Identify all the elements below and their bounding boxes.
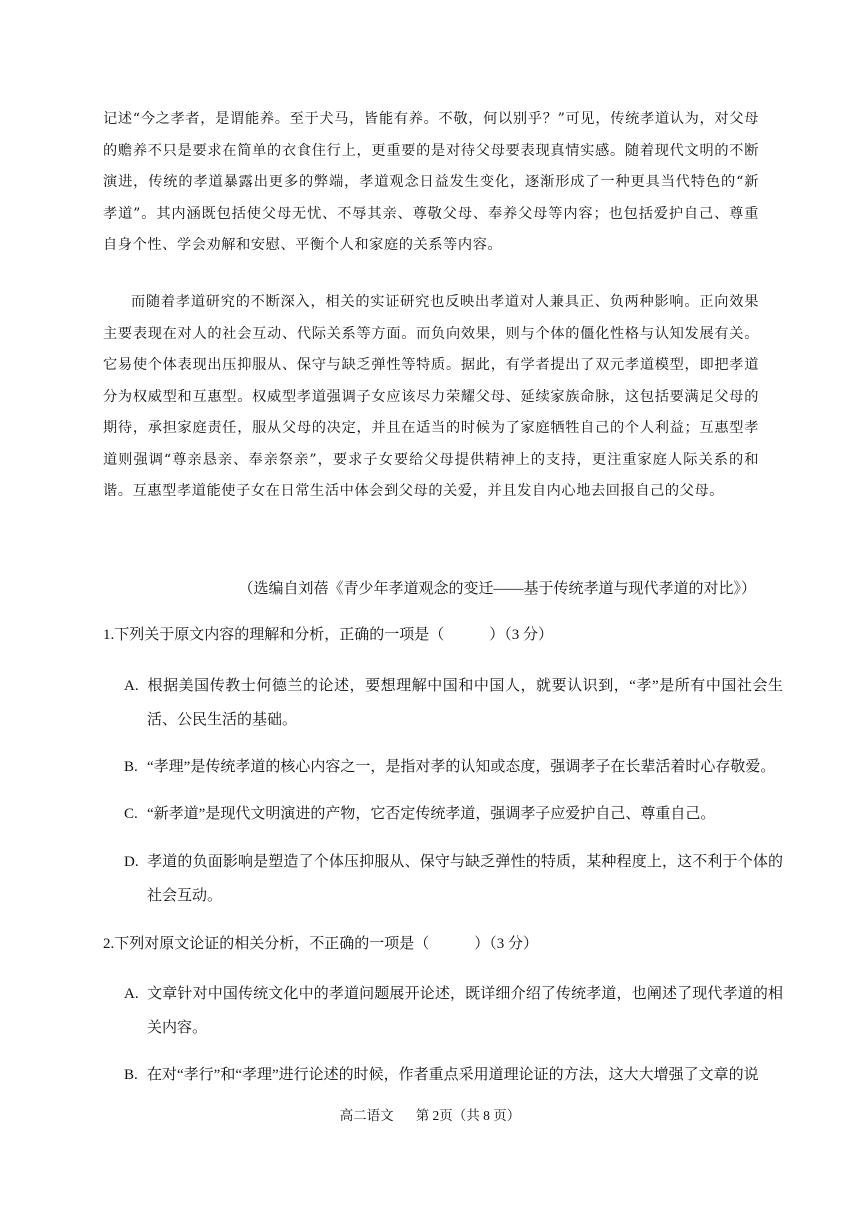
option-letter: A. [124,678,139,694]
option-text: 在对“孝行”和“孝理”进行论述的时候，作者重点采用道理论证的方法，这大大增强了文章的说 [147,1067,759,1083]
option-text: “孝理”是传统孝道的核心内容之一，是指对孝的认知或态度，强调孝子在长辈活着时心存敬爱。 [147,759,776,775]
option-letter: D. [124,854,139,870]
option-letter: C. [124,806,138,822]
question-1-option-a [124,669,783,737]
question-1-option-d [124,845,783,913]
question-1-option-c [124,797,783,831]
question-1-option-b [124,750,783,784]
question-2-stem: 2.下列对原文论证的相关分析，不正确的一项是（ ）（3 分） [103,936,539,952]
option-text: “新孝道”是现代文明演进的产物，它否定传统孝道，强调孝子应爱护自己、尊重自己。 [147,806,716,822]
passage-source: （选编自刘蓓《青少年孝道观念的变迁——基于传统孝道与现代孝道的对比》） [238,581,756,597]
option-letter: B. [124,1067,138,1083]
page-footer [0,1104,860,1124]
option-text: 根据美国传教士何德兰的论述，要想理解中国和中国人，就要认识到，“孝”是所有中国社会生活、公民生活的基础。 [147,678,783,728]
option-text: 孝道的负面影响是塑造了个体压抑服从、保守与缺乏弹性的特质，某种程度上，这不利于个体的社会互动。 [147,854,783,904]
question-2-option-a [124,977,783,1045]
question-2-option-b [124,1058,783,1092]
footer-subject: 高二语文 [339,1108,394,1123]
option-text: 文章针对中国传统文化中的孝道问题展开论述，既详细介绍了传统孝道，也阐述了现代孝道的相关内容。 [147,986,783,1036]
option-letter: B. [124,759,138,775]
passage-paragraph-2: 而随着孝道研究的不断深入，相关的实证研究也反映出孝道对人兼具正、负两种影响。正向效果主要表现在对人的社会互动、代际关系等方面。而负向效果，则与个体的僵化性格与认知发展有关。它易使个体表现出压抑服从、保守与缺乏弹性等特质。据此，有学者提出了双元孝道模型，即把孝道分为权威型和互惠型。权威型孝道强调子女应该尽力荣耀父母、延续家族命脉，这包括要满足父母的期待，承担家庭责任，服从父母的决定，并且在适当的时候为了家庭牺牲自己的个人利益；互惠型孝道则强调“尊亲恳亲、奉亲祭亲”，要求子女要给父母提供精神上的支持，更注重家庭人际关系的和谐。互惠型孝道能使子女在日常生活中体会到父母的关爱，并且发自内心地去回报自己的父母。 [103,294,759,499]
footer-page-number: 第 2页（共 8 页） [415,1108,521,1123]
passage-paragraph-1: 记述“今之孝者，是谓能养。至于犬马，皆能有养。不敬，何以别乎？”可见，传统孝道认为，对父母的赡养不只是要求在简单的衣食住行上，更重要的是对待父母要表现真情实感。随着现代文明的不断演进，传统的孝道暴露出更多的弊端，孝道观念日益发生变化，逐渐形成了一种更具当代特色的“新孝道”。其内涵既包括使父母无忧、不辱其亲、尊敬父母、奉养父母等内容；也包括爱护自己、尊重自身个性、学会劝解和安慰、平衡个人和家庭的关系等内容。 [103,111,759,253]
question-1-stem: 1.下列关于原文内容的理解和分析，正确的一项是（ ）（3 分） [103,627,554,643]
option-letter: A. [124,986,139,1002]
